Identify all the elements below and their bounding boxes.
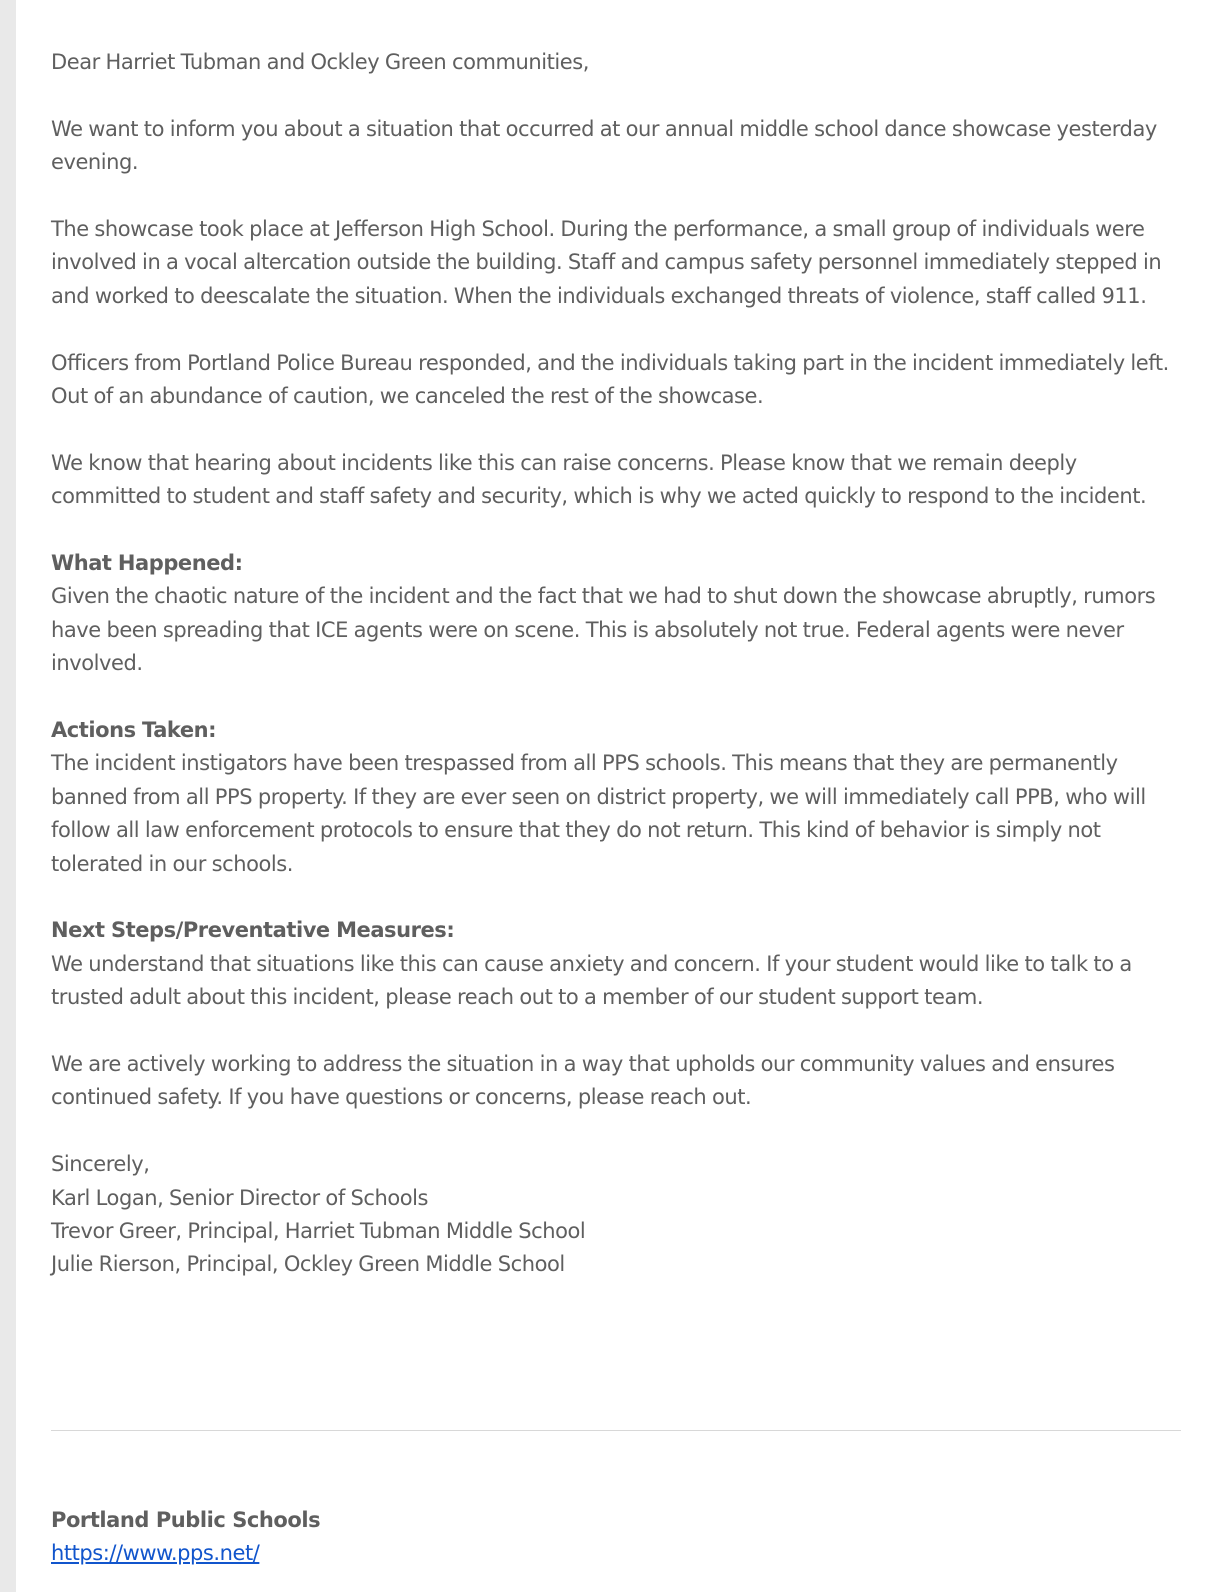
section-body: We understand that situations like this can cause anxiety and concern. If your student would like to talk to a trusted adult about this incident, please reach out to a member of our student support team. — [51, 951, 1132, 1010]
signatory: Trevor Greer, Principal, Harriet Tubman Middle School — [51, 1219, 586, 1244]
paragraph-situation: We want to inform you about a situation that occurred at our annual middle school dance showcase yesterday evening. — [51, 116, 1157, 175]
signature-block — [51, 1148, 1181, 1282]
section-heading: What Happened: — [51, 551, 243, 576]
paragraph-safety-commitment: We know that hearing about incidents like this can raise concerns. Please know that we remain deeply committed to student and staff safety and security, which is why we acted quickly to respond to the incident. — [51, 450, 1147, 509]
signatory: Julie Rierson, Principal, Ockley Green Middle School — [51, 1252, 565, 1277]
section-heading: Actions Taken: — [51, 718, 217, 743]
footer-org-name: Portland Public Schools — [51, 1508, 321, 1532]
greeting: Dear Harriet Tubman and Ockley Green communities, — [51, 50, 589, 74]
footer-website-link[interactable]: https://www.pps.net/ — [51, 1541, 260, 1566]
footer — [51, 1504, 320, 1571]
signoff: Sincerely, — [51, 1152, 150, 1177]
paragraph-police-response: Officers from Portland Police Bureau responded, and the individuals taking part in the incident immediately left. Out of an abundance of caution, we canceled the rest of the showcase. — [51, 350, 1169, 409]
paragraph-showcase-details: The showcase took place at Jefferson High School. During the performance, a small group of individuals were involved in a vocal altercation outside the building. Staff and campus safety personnel immediately stepped in and worked to deescalate the situation. When the individuals exchanged threats of violence, staff called 911. — [51, 217, 1162, 308]
footer-divider — [51, 1430, 1181, 1431]
left-border-bar — [0, 0, 16, 1592]
section-body: The incident instigators have been trespassed from all PPS schools. This means that they are permanently banned from all PPS property. If they are ever seen on district property, we will immediately call PPB, who will follow all law enforcement protocols to ensure that they do not return. This kind of behavior is simply not tolerated in our schools. — [51, 751, 1146, 876]
signatory: Karl Logan, Senior Director of Schools — [51, 1185, 429, 1210]
section-next-steps — [51, 914, 1181, 1014]
section-what-happened — [51, 547, 1181, 681]
letter-body — [51, 46, 1181, 1315]
closing-paragraph: We are actively working to address the situation in a way that upholds our community values and ensures continued safety. If you have questions or concerns, please reach out. — [51, 1052, 1115, 1110]
section-heading: Next Steps/Preventative Measures: — [51, 918, 455, 943]
section-body: Given the chaotic nature of the incident and the fact that we had to shut down the showcase abruptly, rumors have been spreading that ICE agents were on scene. This is absolutely not true. Federal agents were never involved. — [51, 584, 1156, 676]
section-actions-taken — [51, 714, 1181, 881]
